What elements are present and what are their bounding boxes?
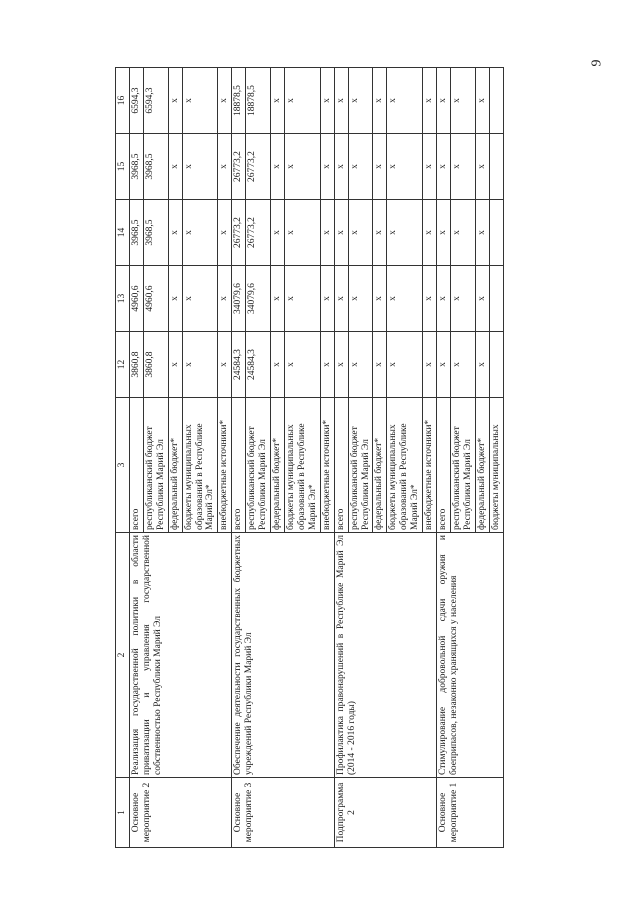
value-cell: 4960,6	[129, 266, 143, 332]
value-cell	[489, 332, 503, 398]
value-cell: x	[182, 266, 218, 332]
funding-source-cell: федеральный бюджет*	[271, 398, 285, 533]
funding-source-cell: всего	[129, 398, 143, 533]
activity-name-cell: Реализация государственной политики в области приватизации и управления государственной собственностью Республики Марий Эл	[129, 533, 231, 778]
header-row	[116, 68, 130, 848]
funding-source-cell: республиканский бюджет Республики Марий Эл	[246, 398, 271, 533]
funding-source-cell: федеральный бюджет*	[373, 398, 387, 533]
value-cell: x	[475, 134, 489, 200]
value-cell: x	[423, 266, 437, 332]
table-row	[437, 68, 451, 848]
value-cell: x	[387, 266, 423, 332]
value-cell: 24584,3	[232, 332, 246, 398]
table-body	[129, 68, 503, 848]
activity-name-cell: Профилактика правонарушений в Республике Марий Эл (2014 - 2016 годы)	[334, 533, 436, 778]
value-cell: x	[437, 332, 451, 398]
value-cell: x	[218, 134, 232, 200]
value-cell: x	[373, 332, 387, 398]
value-cell: x	[284, 134, 320, 200]
value-cell: x	[284, 266, 320, 332]
value-cell: x	[182, 134, 218, 200]
value-cell: x	[320, 266, 334, 332]
value-cell: x	[271, 134, 285, 200]
value-cell: x	[334, 134, 348, 200]
value-cell: x	[271, 266, 285, 332]
funding-source-cell: внебюджетные источники*	[423, 398, 437, 533]
value-cell: x	[320, 68, 334, 134]
rotated-table-container	[115, 68, 545, 848]
value-cell: 3860,8	[129, 332, 143, 398]
header-cell: 12	[116, 332, 130, 398]
value-cell: x	[348, 332, 373, 398]
value-cell: x	[271, 332, 285, 398]
value-cell: x	[334, 266, 348, 332]
header-cell: 15	[116, 134, 130, 200]
value-cell: x	[284, 68, 320, 134]
funding-source-cell: федеральный бюджет*	[168, 398, 182, 533]
value-cell	[489, 200, 503, 266]
value-cell: x	[423, 134, 437, 200]
value-cell: x	[168, 200, 182, 266]
value-cell: x	[475, 200, 489, 266]
funding-source-cell: всего	[232, 398, 246, 533]
value-cell: x	[348, 200, 373, 266]
value-cell: x	[423, 68, 437, 134]
value-cell: 26773,2	[232, 134, 246, 200]
funding-source-cell: республиканский бюджет Республики Марий Эл	[143, 398, 168, 533]
value-cell: x	[348, 266, 373, 332]
activity-code-cell: Основное мероприятие 2	[129, 778, 231, 848]
value-cell: x	[423, 332, 437, 398]
table-row	[334, 68, 348, 848]
value-cell: 6594,3	[129, 68, 143, 134]
activity-name-cell: Обеспечение деятельности государственных бюджетных учреждений Республики Марий Эл	[232, 533, 334, 778]
value-cell: x	[387, 134, 423, 200]
value-cell: x	[437, 68, 451, 134]
value-cell: x	[475, 68, 489, 134]
value-cell: x	[271, 68, 285, 134]
value-cell: 34079,6	[246, 266, 271, 332]
value-cell: 24584,3	[246, 332, 271, 398]
value-cell: x	[450, 200, 475, 266]
value-cell: x	[475, 332, 489, 398]
value-cell: x	[450, 134, 475, 200]
value-cell: 3860,8	[143, 332, 168, 398]
value-cell: 18878,5	[246, 68, 271, 134]
value-cell: x	[334, 200, 348, 266]
budget-table	[115, 67, 504, 848]
funding-source-cell: бюджеты муниципальных образований в Республике Марий Эл*	[182, 398, 218, 533]
value-cell: x	[168, 332, 182, 398]
funding-source-cell: внебюджетные источники*	[320, 398, 334, 533]
value-cell: x	[387, 68, 423, 134]
value-cell: x	[168, 68, 182, 134]
value-cell: 26773,2	[246, 200, 271, 266]
header-cell: 16	[116, 68, 130, 134]
value-cell: 3968,5	[143, 134, 168, 200]
activity-code-cell: Основное мероприятие 3	[232, 778, 334, 848]
value-cell: x	[218, 200, 232, 266]
value-cell: x	[182, 68, 218, 134]
value-cell: x	[168, 134, 182, 200]
value-cell: x	[168, 266, 182, 332]
value-cell: x	[348, 134, 373, 200]
value-cell: x	[320, 332, 334, 398]
value-cell: x	[334, 68, 348, 134]
value-cell: x	[373, 134, 387, 200]
funding-source-cell: федеральный бюджет*	[475, 398, 489, 533]
activity-code-cell: Подпрограмма 2	[334, 778, 436, 848]
header-cell: 14	[116, 200, 130, 266]
value-cell: x	[218, 68, 232, 134]
value-cell: x	[284, 332, 320, 398]
value-cell: 3968,5	[129, 200, 143, 266]
value-cell: 6594,3	[143, 68, 168, 134]
header-cell: 3	[116, 398, 130, 533]
value-cell: x	[218, 332, 232, 398]
value-cell: x	[475, 266, 489, 332]
value-cell: 3968,5	[129, 134, 143, 200]
value-cell: x	[284, 200, 320, 266]
value-cell: x	[387, 200, 423, 266]
funding-source-cell: всего	[334, 398, 348, 533]
activity-name-cell: Стимулирование добровольной сдачи оружия и боеприпасов, незаконно хранящихся у населения	[437, 533, 504, 778]
value-cell: x	[373, 200, 387, 266]
funding-source-cell: бюджеты муниципальных	[489, 398, 503, 533]
table-row	[129, 68, 143, 848]
funding-source-cell: республиканский бюджет Республики Марий Эл	[450, 398, 475, 533]
funding-source-cell: внебюджетные источники*	[218, 398, 232, 533]
header-cell: 2	[116, 533, 130, 778]
value-cell: x	[334, 332, 348, 398]
value-cell: x	[182, 200, 218, 266]
value-cell: x	[450, 332, 475, 398]
funding-source-cell: бюджеты муниципальных образований в Республике Марий Эл*	[387, 398, 423, 533]
header-cell: 1	[116, 778, 130, 848]
page-number: 9	[589, 59, 605, 67]
value-cell: x	[437, 266, 451, 332]
value-cell: x	[387, 332, 423, 398]
value-cell: 3968,5	[143, 200, 168, 266]
value-cell: x	[320, 134, 334, 200]
value-cell: x	[450, 68, 475, 134]
funding-source-cell: бюджеты муниципальных образований в Республике Марий Эл*	[284, 398, 320, 533]
value-cell: 34079,6	[232, 266, 246, 332]
value-cell: x	[271, 200, 285, 266]
value-cell: x	[320, 200, 334, 266]
value-cell: 26773,2	[246, 134, 271, 200]
value-cell: x	[450, 266, 475, 332]
value-cell: x	[423, 200, 437, 266]
activity-code-cell: Основное мероприятие 1	[437, 778, 504, 848]
funding-source-cell: республиканский бюджет Республики Марий Эл	[348, 398, 373, 533]
value-cell: x	[373, 68, 387, 134]
value-cell: 18878,5	[232, 68, 246, 134]
table-row	[232, 68, 246, 848]
value-cell: x	[182, 332, 218, 398]
value-cell	[489, 134, 503, 200]
value-cell: 26773,2	[232, 200, 246, 266]
value-cell: x	[437, 200, 451, 266]
value-cell: x	[348, 68, 373, 134]
header-cell: 13	[116, 266, 130, 332]
value-cell	[489, 68, 503, 134]
funding-source-cell: всего	[437, 398, 451, 533]
value-cell: x	[373, 266, 387, 332]
value-cell: x	[437, 134, 451, 200]
value-cell	[489, 266, 503, 332]
value-cell: x	[218, 266, 232, 332]
value-cell: 4960,6	[143, 266, 168, 332]
